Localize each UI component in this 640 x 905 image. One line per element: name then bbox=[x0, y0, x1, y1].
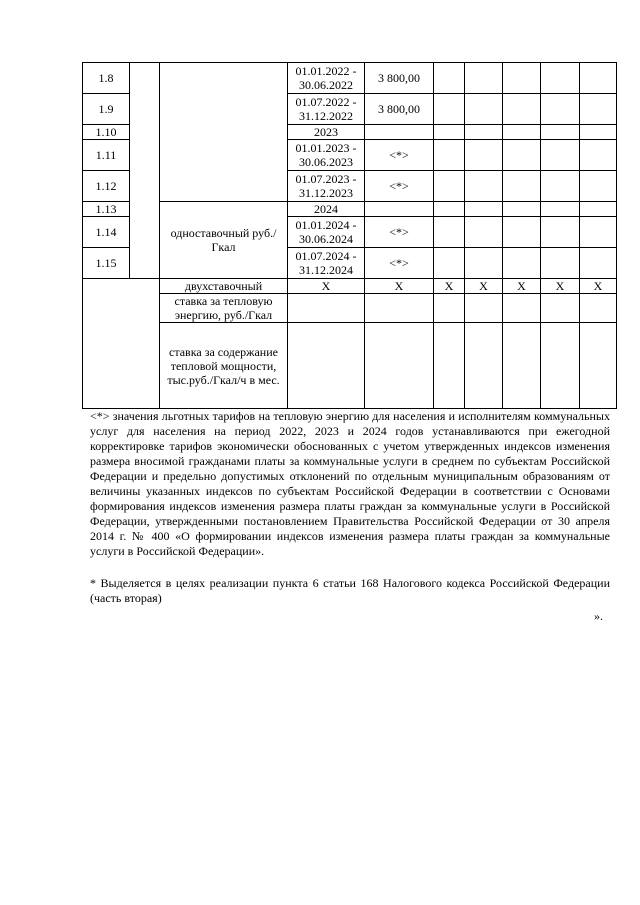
empty-cell bbox=[434, 140, 465, 171]
empty-cell bbox=[503, 202, 541, 217]
empty-cell bbox=[580, 248, 617, 279]
row-number: 1.11 bbox=[83, 140, 130, 171]
empty-cell bbox=[434, 294, 465, 323]
empty-cell bbox=[541, 248, 580, 279]
empty-cell bbox=[434, 125, 465, 140]
empty-cell bbox=[503, 294, 541, 323]
star-footnote: * Выделяется в целях реализации пункта 6 статьи 168 Налогового кодекса Российской Федерации (часть вторая) bbox=[90, 576, 610, 605]
empty-cell bbox=[160, 63, 288, 202]
year-cell: 2023 bbox=[288, 125, 365, 140]
x-mark: X bbox=[541, 279, 580, 294]
empty-cell bbox=[365, 294, 434, 323]
empty-cell bbox=[465, 63, 503, 94]
table-row bbox=[83, 63, 617, 94]
empty-cell bbox=[580, 202, 617, 217]
row-number: 1.10 bbox=[83, 125, 130, 140]
x-mark: X bbox=[503, 279, 541, 294]
tariff-table bbox=[82, 62, 617, 409]
period-cell: 01.01.2023 - 30.06.2023 bbox=[288, 140, 365, 171]
period-cell: 01.07.2023 - 31.12.2023 bbox=[288, 171, 365, 202]
row-number: 1.15 bbox=[83, 248, 130, 279]
table-row bbox=[83, 279, 617, 294]
empty-cell bbox=[503, 217, 541, 248]
empty-cell bbox=[434, 171, 465, 202]
empty-cell bbox=[434, 202, 465, 217]
row-number: 1.9 bbox=[83, 94, 130, 125]
empty-cell bbox=[503, 94, 541, 125]
x-mark: X bbox=[465, 279, 503, 294]
value-cell: <*> bbox=[365, 248, 434, 279]
year-cell: 2024 bbox=[288, 202, 365, 217]
x-mark: X bbox=[365, 279, 434, 294]
empty-cell bbox=[503, 140, 541, 171]
empty-cell bbox=[465, 217, 503, 248]
empty-cell bbox=[580, 63, 617, 94]
empty-cell bbox=[365, 202, 434, 217]
empty-cell bbox=[365, 323, 434, 409]
single-rate-label: одноставочный руб./Гкал bbox=[160, 202, 288, 279]
empty-cell bbox=[465, 248, 503, 279]
empty-cell bbox=[503, 171, 541, 202]
empty-cell bbox=[288, 323, 365, 409]
notes-section bbox=[90, 409, 610, 606]
empty-cell bbox=[541, 171, 580, 202]
empty-cell bbox=[465, 323, 503, 409]
empty-cell bbox=[541, 323, 580, 409]
empty-cell bbox=[580, 94, 617, 125]
two-rate-label: двухставочный bbox=[160, 279, 288, 294]
period-cell: 01.07.2022 - 31.12.2022 bbox=[288, 94, 365, 125]
empty-cell bbox=[434, 248, 465, 279]
value-cell: <*> bbox=[365, 217, 434, 248]
empty-cell bbox=[541, 63, 580, 94]
empty-cell bbox=[541, 294, 580, 323]
asterisk-note: <*> значения льготных тарифов на тепловую энергию для населения и исполнителям коммунальных услуг для населения на период 2022, 2023 и 2024 годов устанавливаются при ежегодной корректировке тарифов экономически обоснованных с учетом утвержденных индексов изменения размера вносимой гражданами платы за коммунальные услуги в среднем по субъектам Российской Федерации и предельно допустимых отклонений по отдельным муниципальным образованиям от величины указанных индексов по субъектам Российской Федерации в соответствии с Основами формирования индексов изменения размера платы граждан за коммунальные услуги в Российской Федерации, утвержденными постановлением Правительства Российской Федерации от 30 апреля 2014 г. № 400 «О формировании индексов изменения размера платы граждан за коммунальные услуги в Российской Федерации». bbox=[90, 409, 610, 558]
empty-cell bbox=[465, 171, 503, 202]
empty-cell bbox=[580, 171, 617, 202]
closing-quote: ». bbox=[594, 609, 603, 623]
empty-cell bbox=[541, 217, 580, 248]
empty-cell bbox=[503, 323, 541, 409]
empty-cell bbox=[580, 125, 617, 140]
capacity-rate-label: ставка за содержание тепловой мощности, тыс.руб./Гкал/ч в мес. bbox=[160, 323, 288, 409]
row-number: 1.8 bbox=[83, 63, 130, 94]
value-cell: <*> bbox=[365, 140, 434, 171]
heat-rate-label: ставка за тепловую энергию, руб./Гкал bbox=[160, 294, 288, 323]
table-row bbox=[83, 202, 617, 217]
empty-cell bbox=[580, 140, 617, 171]
x-mark: X bbox=[580, 279, 617, 294]
value-cell: 3 800,00 bbox=[365, 63, 434, 94]
period-cell: 01.07.2024 - 31.12.2024 bbox=[288, 248, 365, 279]
empty-cell bbox=[465, 125, 503, 140]
empty-cell bbox=[465, 140, 503, 171]
empty-cell bbox=[465, 94, 503, 125]
empty-cell bbox=[365, 125, 434, 140]
x-mark: X bbox=[288, 279, 365, 294]
empty-cell bbox=[288, 294, 365, 323]
empty-cell bbox=[465, 294, 503, 323]
empty-cell bbox=[541, 125, 580, 140]
empty-cell bbox=[580, 217, 617, 248]
empty-cell bbox=[83, 279, 160, 409]
empty-cell bbox=[503, 248, 541, 279]
period-cell: 01.01.2022 - 30.06.2022 bbox=[288, 63, 365, 94]
empty-cell bbox=[541, 140, 580, 171]
empty-cell bbox=[503, 63, 541, 94]
empty-cell bbox=[580, 294, 617, 323]
value-cell: <*> bbox=[365, 171, 434, 202]
empty-cell bbox=[580, 323, 617, 409]
empty-cell bbox=[503, 125, 541, 140]
value-cell: 3 800,00 bbox=[365, 94, 434, 125]
empty-cell bbox=[434, 323, 465, 409]
table-row bbox=[83, 323, 617, 409]
empty-cell bbox=[541, 202, 580, 217]
empty-cell bbox=[465, 202, 503, 217]
empty-cell bbox=[434, 94, 465, 125]
empty-cell bbox=[541, 94, 580, 125]
row-number: 1.13 bbox=[83, 202, 130, 217]
x-mark: X bbox=[434, 279, 465, 294]
row-number: 1.12 bbox=[83, 171, 130, 202]
table-row bbox=[83, 294, 617, 323]
empty-cell bbox=[130, 63, 160, 279]
row-number: 1.14 bbox=[83, 217, 130, 248]
empty-cell bbox=[434, 63, 465, 94]
period-cell: 01.01.2024 - 30.06.2024 bbox=[288, 217, 365, 248]
empty-cell bbox=[434, 217, 465, 248]
